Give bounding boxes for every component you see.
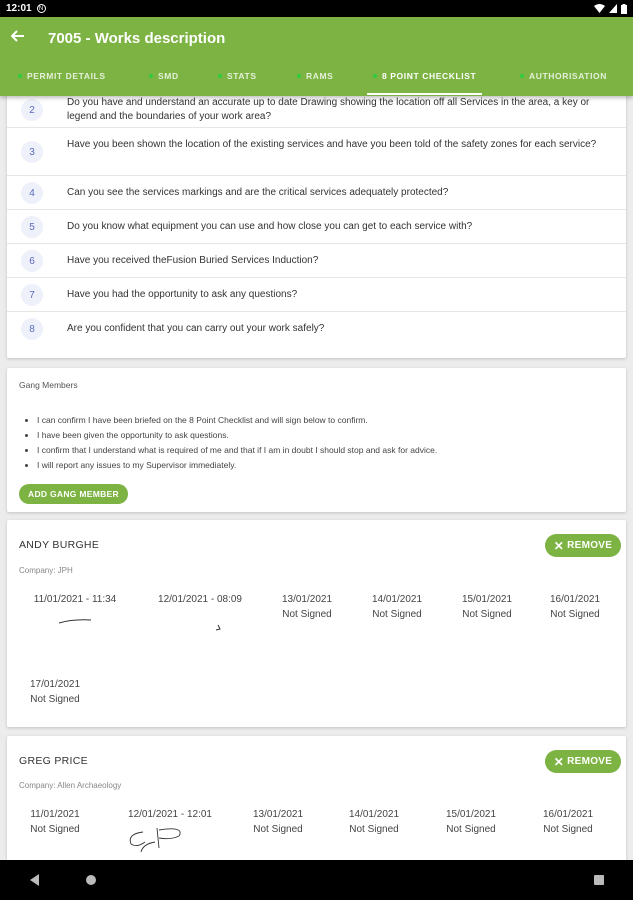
signature-cell[interactable] [347, 592, 447, 622]
member-name: GREG PRICE [19, 755, 88, 767]
nav-back-icon[interactable] [30, 874, 39, 886]
member-name: ANDY BURGHE [19, 539, 100, 551]
remove-member-button[interactable] [545, 534, 621, 557]
member-card [7, 520, 626, 727]
tab-label: PERMIT DETAILS [27, 71, 106, 81]
content-scroll-area[interactable] [0, 96, 633, 860]
checklist-item [7, 176, 626, 210]
signature-status: Not Signed [253, 824, 303, 835]
clock: 12:01 [6, 3, 32, 14]
status-dot-icon [18, 74, 22, 78]
tab-8-point-checklist[interactable] [373, 65, 476, 87]
item-question: Have you received theFusion Buried Services Induction? [67, 255, 319, 266]
signature-date: 15/01/2021 [445, 809, 497, 820]
signature-cell[interactable] [15, 807, 95, 837]
item-number-badge: 2 [21, 99, 43, 121]
member-company: Company: Allen Archaeology [19, 781, 122, 790]
signature-status: Not Signed [282, 609, 332, 620]
checklist-item [7, 210, 626, 244]
tab-permit-details[interactable] [18, 65, 106, 87]
checklist-item [7, 128, 626, 176]
signature-date: 17/01/2021 [29, 679, 81, 690]
add-gang-member-button[interactable]: ADD GANG MEMBER [19, 484, 128, 504]
signature-status: Not Signed [550, 609, 600, 620]
item-question: Can you see the services markings and are the critical services adequately protected? [67, 187, 449, 198]
signature-date: 14/01/2021 [371, 594, 423, 605]
signature-date: 12/01/2021 - 08:09 [158, 594, 242, 605]
nav-recents-icon[interactable] [594, 875, 604, 885]
checklist-item [7, 312, 626, 358]
signature-status: Not Signed [349, 824, 399, 835]
signature-status: Not Signed [543, 824, 593, 835]
item-question: Do you have and understand an accurate up to date Drawing showing the location off all Services in the area, a key or legend and the boundaries of your work area? [67, 97, 590, 122]
status-dot-icon [149, 74, 153, 78]
signature-status: Not Signed [30, 824, 80, 835]
signature-cell[interactable] [140, 592, 260, 635]
item-number-badge: 4 [21, 182, 43, 204]
tab-bar [0, 65, 633, 87]
item-question: Are you confident that you can carry out your work safely? [67, 323, 325, 334]
list-item: • I can confirm I have been briefed on the 8 Point Checklist and will sign below to confirm. [37, 413, 437, 428]
close-icon: ✕ [553, 538, 565, 553]
signature-cell[interactable] [15, 592, 135, 629]
gang-members-heading: Gang Members [19, 380, 78, 390]
signature-status: Not Signed [30, 694, 80, 705]
tab-authorisation[interactable] [520, 65, 607, 87]
signature-cell[interactable] [233, 807, 323, 837]
list-item: • I will report any issues to my Supervisor immediately. [37, 458, 437, 473]
list-item: • I have been given the opportunity to ask questions. [37, 428, 437, 443]
back-arrow-icon[interactable] [11, 29, 41, 47]
wifi-icon [594, 4, 605, 13]
system-nav-bar [0, 860, 633, 900]
notification-icon: N [37, 4, 46, 13]
item-number-badge: 8 [21, 318, 43, 340]
item-question: Do you know what equipment you can use and how close you can get to each service with? [67, 221, 473, 232]
page-title: 7005 - Works description [48, 29, 226, 47]
gang-members-card [7, 368, 626, 512]
member-company: Company: JPH [19, 566, 73, 575]
signature-date: 15/01/2021 [461, 594, 513, 605]
signature-date: 13/01/2021 [281, 594, 333, 605]
signature-status: Not Signed [462, 609, 512, 620]
remove-label: REMOVE [567, 540, 613, 551]
tab-label: AUTHORISATION [529, 71, 607, 81]
signature-status: Not Signed [372, 609, 422, 620]
signature-date: 12/01/2021 - 12:01 [128, 809, 212, 820]
status-dot-icon [373, 74, 377, 78]
item-number-badge: 6 [21, 250, 43, 272]
item-number-badge: 3 [21, 141, 43, 163]
signature-cell[interactable] [426, 807, 516, 837]
signature-date: 13/01/2021 [252, 809, 304, 820]
nav-home-icon[interactable] [86, 875, 96, 885]
battery-icon [621, 4, 627, 14]
signature-date: 16/01/2021 [549, 594, 601, 605]
tab-smd[interactable] [149, 65, 179, 87]
signature-cell[interactable] [15, 677, 95, 707]
signature-cell[interactable] [115, 807, 225, 860]
signature-date: 16/01/2021 [542, 809, 594, 820]
tab-label: 8 POINT CHECKLIST [382, 71, 477, 81]
list-item: • I confirm that I understand what is required of me and that if I am in doubt I should stop and ask for advice. [37, 443, 437, 458]
status-dot-icon [520, 74, 524, 78]
status-bar [0, 0, 633, 17]
tab-label: STATS [227, 71, 257, 81]
signature-date: 11/01/2021 [30, 809, 80, 820]
tab-label: SMD [158, 71, 179, 81]
signature-image [150, 609, 250, 635]
signature-cell[interactable] [257, 592, 357, 622]
app-bar [0, 17, 633, 96]
signature-cell[interactable] [329, 807, 419, 837]
signal-icon [609, 4, 617, 13]
remove-member-button[interactable] [545, 750, 621, 773]
gang-declaration-list [37, 413, 437, 473]
close-icon: ✕ [553, 754, 565, 769]
signature-image [115, 824, 225, 860]
item-number-badge: 7 [21, 284, 43, 306]
checklist-item [7, 244, 626, 278]
tab-stats[interactable] [218, 65, 257, 87]
checklist-item [7, 278, 626, 312]
item-number-badge: 5 [21, 216, 43, 238]
signature-cell[interactable] [525, 592, 625, 622]
signature-image [45, 609, 105, 629]
signature-status: Not Signed [446, 824, 496, 835]
tab-label: RAMS [306, 71, 334, 81]
remove-label: REMOVE [567, 756, 613, 767]
checklist-card [7, 96, 626, 358]
signature-date: 14/01/2021 [348, 809, 400, 820]
item-question: Have you had the opportunity to ask any questions? [67, 289, 298, 300]
tab-rams[interactable] [297, 65, 333, 87]
status-dot-icon [218, 74, 222, 78]
signature-date: 11/01/2021 - 11:34 [33, 594, 117, 605]
status-dot-icon [297, 74, 301, 78]
signature-cell[interactable] [523, 807, 613, 837]
item-question: Have you been shown the location of the existing services and have you been told of the safety zones for each service? [67, 139, 597, 150]
signature-cell[interactable] [437, 592, 537, 622]
member-card [7, 736, 626, 860]
checklist-item [7, 96, 626, 128]
